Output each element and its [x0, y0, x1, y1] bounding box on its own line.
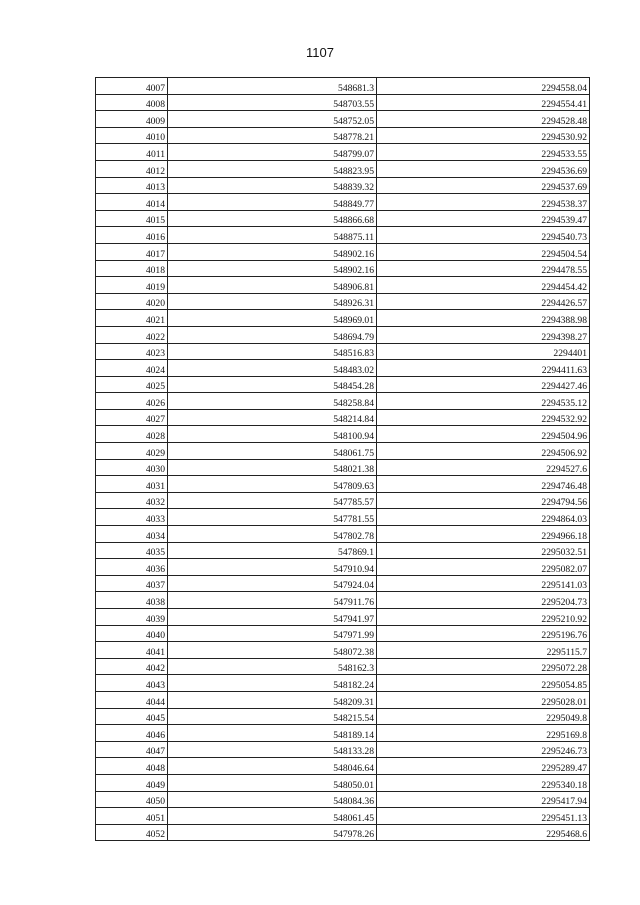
x-coordinate-cell: 547924.04: [168, 575, 377, 592]
x-coordinate-cell: 547911.76: [168, 592, 377, 609]
point-id-cell: 4045: [96, 708, 168, 725]
point-id-cell: 4039: [96, 609, 168, 626]
point-id-cell: 4050: [96, 791, 168, 808]
table-row: [96, 725, 590, 742]
point-id-cell: 4043: [96, 675, 168, 692]
x-coordinate-cell: 548100.94: [168, 426, 377, 443]
point-id-cell: 4035: [96, 542, 168, 559]
table-row: [96, 559, 590, 576]
y-coordinate-cell: 2294504.54: [377, 243, 590, 260]
table-row: [96, 194, 590, 211]
x-coordinate-cell: 548162.3: [168, 658, 377, 675]
x-coordinate-cell: 548214.84: [168, 409, 377, 426]
y-coordinate-cell: 2295246.73: [377, 741, 590, 758]
table-row: [96, 227, 590, 244]
point-id-cell: 4030: [96, 459, 168, 476]
y-coordinate-cell: 2294794.56: [377, 492, 590, 509]
y-coordinate-cell: 2294530.92: [377, 127, 590, 144]
x-coordinate-cell: 548050.01: [168, 774, 377, 791]
x-coordinate-cell: 547869.1: [168, 542, 377, 559]
x-coordinate-cell: 547809.63: [168, 476, 377, 493]
point-id-cell: 4026: [96, 393, 168, 410]
point-id-cell: 4010: [96, 127, 168, 144]
point-id-cell: 4012: [96, 160, 168, 177]
y-coordinate-cell: 2294426.57: [377, 293, 590, 310]
table-row: [96, 343, 590, 360]
y-coordinate-cell: 2294864.03: [377, 509, 590, 526]
x-coordinate-cell: 548516.83: [168, 343, 377, 360]
point-id-cell: 4008: [96, 94, 168, 111]
x-coordinate-cell: 548866.68: [168, 210, 377, 227]
point-id-cell: 4020: [96, 293, 168, 310]
table-row: [96, 177, 590, 194]
y-coordinate-cell: 2294554.41: [377, 94, 590, 111]
y-coordinate-cell: 2295028.01: [377, 691, 590, 708]
table-row: [96, 476, 590, 493]
table-row: [96, 642, 590, 659]
table-row: [96, 509, 590, 526]
y-coordinate-cell: 2294506.92: [377, 443, 590, 460]
x-coordinate-cell: 548926.31: [168, 293, 377, 310]
point-id-cell: 4040: [96, 625, 168, 642]
y-coordinate-cell: 2294537.69: [377, 177, 590, 194]
point-id-cell: 4013: [96, 177, 168, 194]
x-coordinate-cell: 548483.02: [168, 360, 377, 377]
table-row: [96, 708, 590, 725]
x-coordinate-cell: 548681.3: [168, 78, 377, 95]
x-coordinate-cell: 548182.24: [168, 675, 377, 692]
point-id-cell: 4032: [96, 492, 168, 509]
point-id-cell: 4021: [96, 310, 168, 327]
x-coordinate-cell: 548902.16: [168, 260, 377, 277]
y-coordinate-cell: 2295082.07: [377, 559, 590, 576]
x-coordinate-cell: 548875.11: [168, 227, 377, 244]
table-row: [96, 625, 590, 642]
y-coordinate-cell: 2294539.47: [377, 210, 590, 227]
table-row: [96, 243, 590, 260]
x-coordinate-cell: 547785.57: [168, 492, 377, 509]
table-row: [96, 526, 590, 543]
point-id-cell: 4049: [96, 774, 168, 791]
table-row: [96, 127, 590, 144]
x-coordinate-cell: 548969.01: [168, 310, 377, 327]
y-coordinate-cell: 2295072.28: [377, 658, 590, 675]
x-coordinate-cell: 548799.07: [168, 144, 377, 161]
x-coordinate-cell: 548778.21: [168, 127, 377, 144]
table-row: [96, 94, 590, 111]
y-coordinate-cell: 2294411.63: [377, 360, 590, 377]
table-row: [96, 277, 590, 294]
x-coordinate-cell: 548021.38: [168, 459, 377, 476]
y-coordinate-cell: 2294558.04: [377, 78, 590, 95]
point-id-cell: 4029: [96, 443, 168, 460]
x-coordinate-cell: 548823.95: [168, 160, 377, 177]
point-id-cell: 4028: [96, 426, 168, 443]
point-id-cell: 4015: [96, 210, 168, 227]
x-coordinate-cell: 548752.05: [168, 111, 377, 128]
x-coordinate-cell: 548046.64: [168, 758, 377, 775]
x-coordinate-cell: 548258.84: [168, 393, 377, 410]
y-coordinate-cell: 2294535.12: [377, 393, 590, 410]
x-coordinate-cell: 548839.32: [168, 177, 377, 194]
point-id-cell: 4044: [96, 691, 168, 708]
x-coordinate-cell: 547910.94: [168, 559, 377, 576]
point-id-cell: 4023: [96, 343, 168, 360]
table-row: [96, 609, 590, 626]
y-coordinate-cell: 2294427.46: [377, 376, 590, 393]
y-coordinate-cell: 2294398.27: [377, 326, 590, 343]
point-id-cell: 4009: [96, 111, 168, 128]
x-coordinate-cell: 548906.81: [168, 277, 377, 294]
table-row: [96, 824, 590, 841]
y-coordinate-cell: 2294536.69: [377, 160, 590, 177]
table-row: [96, 774, 590, 791]
y-coordinate-cell: 2294533.55: [377, 144, 590, 161]
table-row: [96, 791, 590, 808]
x-coordinate-cell: 548454.28: [168, 376, 377, 393]
y-coordinate-cell: 2294538.37: [377, 194, 590, 211]
point-id-cell: 4022: [96, 326, 168, 343]
table-row: [96, 542, 590, 559]
point-id-cell: 4027: [96, 409, 168, 426]
table-row: [96, 160, 590, 177]
table-row: [96, 111, 590, 128]
point-id-cell: 4041: [96, 642, 168, 659]
x-coordinate-cell: 548215.54: [168, 708, 377, 725]
x-coordinate-cell: 548061.75: [168, 443, 377, 460]
x-coordinate-cell: 547781.55: [168, 509, 377, 526]
x-coordinate-cell: 548072.38: [168, 642, 377, 659]
table-row: [96, 658, 590, 675]
x-coordinate-cell: 547941.97: [168, 609, 377, 626]
point-id-cell: 4046: [96, 725, 168, 742]
x-coordinate-cell: 548694.79: [168, 326, 377, 343]
y-coordinate-cell: 2295417.94: [377, 791, 590, 808]
table-row: [96, 492, 590, 509]
table-row: [96, 393, 590, 410]
table-row: [96, 293, 590, 310]
x-coordinate-cell: 548849.77: [168, 194, 377, 211]
point-id-cell: 4024: [96, 360, 168, 377]
point-id-cell: 4038: [96, 592, 168, 609]
y-coordinate-cell: 2294540.73: [377, 227, 590, 244]
y-coordinate-cell: 2294388.98: [377, 310, 590, 327]
y-coordinate-cell: 2295032.51: [377, 542, 590, 559]
point-id-cell: 4018: [96, 260, 168, 277]
point-id-cell: 4051: [96, 808, 168, 825]
point-id-cell: 4016: [96, 227, 168, 244]
table-row: [96, 741, 590, 758]
x-coordinate-cell: 548703.55: [168, 94, 377, 111]
point-id-cell: 4011: [96, 144, 168, 161]
point-id-cell: 4042: [96, 658, 168, 675]
table-row: [96, 459, 590, 476]
y-coordinate-cell: 2295169.8: [377, 725, 590, 742]
y-coordinate-cell: 2294746.48: [377, 476, 590, 493]
y-coordinate-cell: 2294528.48: [377, 111, 590, 128]
table-row: [96, 310, 590, 327]
y-coordinate-cell: 2295468.6: [377, 824, 590, 841]
point-id-cell: 4017: [96, 243, 168, 260]
x-coordinate-cell: 547978.26: [168, 824, 377, 841]
y-coordinate-cell: 2295210.92: [377, 609, 590, 626]
point-id-cell: 4019: [96, 277, 168, 294]
y-coordinate-cell: 2294504.96: [377, 426, 590, 443]
point-id-cell: 4047: [96, 741, 168, 758]
coordinates-table: [95, 77, 590, 841]
x-coordinate-cell: 547802.78: [168, 526, 377, 543]
x-coordinate-cell: 548133.28: [168, 741, 377, 758]
y-coordinate-cell: 2294527.6: [377, 459, 590, 476]
table-row: [96, 443, 590, 460]
point-id-cell: 4052: [96, 824, 168, 841]
table-row: [96, 144, 590, 161]
table-row: [96, 260, 590, 277]
y-coordinate-cell: 2295204.73: [377, 592, 590, 609]
x-coordinate-cell: 547971.99: [168, 625, 377, 642]
y-coordinate-cell: 2295451.13: [377, 808, 590, 825]
y-coordinate-cell: 2294532.92: [377, 409, 590, 426]
point-id-cell: 4048: [96, 758, 168, 775]
coordinates-table-body: [96, 78, 590, 841]
table-row: [96, 78, 590, 95]
table-row: [96, 691, 590, 708]
point-id-cell: 4007: [96, 78, 168, 95]
table-row: [96, 376, 590, 393]
x-coordinate-cell: 548902.16: [168, 243, 377, 260]
table-row: [96, 326, 590, 343]
y-coordinate-cell: 2295054.85: [377, 675, 590, 692]
y-coordinate-cell: 2294454.42: [377, 277, 590, 294]
y-coordinate-cell: 2295289.47: [377, 758, 590, 775]
y-coordinate-cell: 2295196.76: [377, 625, 590, 642]
table-row: [96, 758, 590, 775]
table-row: [96, 808, 590, 825]
y-coordinate-cell: 2294966.18: [377, 526, 590, 543]
point-id-cell: 4025: [96, 376, 168, 393]
y-coordinate-cell: 2294478.55: [377, 260, 590, 277]
point-id-cell: 4033: [96, 509, 168, 526]
page-number: 1107: [306, 45, 334, 60]
point-id-cell: 4037: [96, 575, 168, 592]
y-coordinate-cell: 2295049.8: [377, 708, 590, 725]
x-coordinate-cell: 548084.36: [168, 791, 377, 808]
x-coordinate-cell: 548061.45: [168, 808, 377, 825]
y-coordinate-cell: 2295141.03: [377, 575, 590, 592]
table-row: [96, 409, 590, 426]
table-row: [96, 210, 590, 227]
y-coordinate-cell: 2295115.7: [377, 642, 590, 659]
point-id-cell: 4034: [96, 526, 168, 543]
table-row: [96, 675, 590, 692]
point-id-cell: 4031: [96, 476, 168, 493]
point-id-cell: 4036: [96, 559, 168, 576]
x-coordinate-cell: 548189.14: [168, 725, 377, 742]
table-row: [96, 575, 590, 592]
table-row: [96, 360, 590, 377]
table-row: [96, 426, 590, 443]
y-coordinate-cell: 2295340.18: [377, 774, 590, 791]
y-coordinate-cell: 2294401: [377, 343, 590, 360]
x-coordinate-cell: 548209.31: [168, 691, 377, 708]
point-id-cell: 4014: [96, 194, 168, 211]
table-row: [96, 592, 590, 609]
